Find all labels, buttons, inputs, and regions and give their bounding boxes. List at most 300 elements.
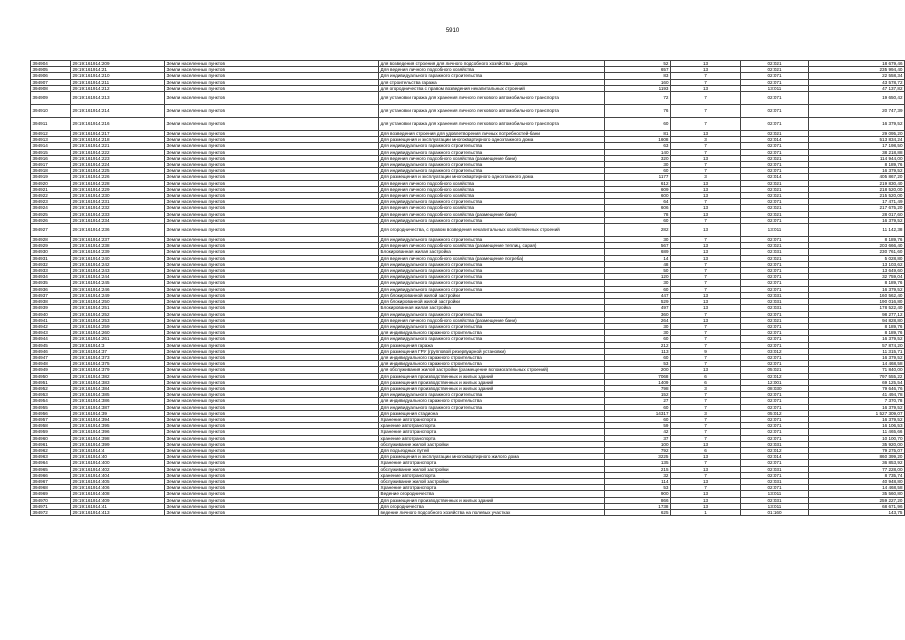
cell-value: 797 555,22 — [809, 373, 905, 379]
cell-area: 160 — [605, 79, 671, 85]
cell-category: Земли населенных пунктов — [165, 224, 379, 237]
cell-permitted-use: Для ведения личного подсобного хозяйства — [379, 193, 605, 199]
cell-area: 3225 — [605, 454, 671, 460]
cell-area: 50 — [605, 268, 671, 274]
cell-group: 7 — [671, 105, 741, 118]
cell-category: Земли населенных пунктов — [165, 466, 379, 472]
cell-permitted-use: для установки гаража для хранения личного легкового автомобильного транспорта — [379, 118, 605, 131]
cell-code: 08:030 — [741, 385, 809, 391]
cell-code: 02:071 — [741, 261, 809, 267]
cell-value: 40 948,80 — [809, 478, 905, 484]
cell-id: 394912 — [31, 131, 71, 137]
cell-id: 394905 — [31, 67, 71, 73]
cell-area: 60 — [605, 404, 671, 410]
cell-cadastral-number: 29:19:161914:249 — [71, 292, 165, 298]
cell-category: Земли населенных пунктов — [165, 292, 379, 298]
cell-code: 02:021 — [741, 155, 809, 161]
cell-cadastral-number: 29:19:161914:233 — [71, 211, 165, 217]
cell-group: 13 — [671, 155, 741, 161]
cell-group: 13 — [671, 61, 741, 67]
cell-area: 27 — [605, 398, 671, 404]
cell-code: 02:021 — [741, 131, 809, 137]
cell-group: 13 — [671, 292, 741, 298]
cell-id: 394942 — [31, 323, 71, 329]
cell-cadastral-number: 29:19:161914:214 — [71, 105, 165, 118]
cell-cadastral-number: 29:19:161914:240 — [71, 255, 165, 261]
cell-code: 02:031 — [741, 478, 809, 484]
cell-value: 14 468,58 — [809, 485, 905, 491]
cell-id: 394909 — [31, 92, 71, 105]
cell-value: 77 228,00 — [809, 466, 905, 472]
cell-area: 60 — [605, 118, 671, 131]
cell-cadastral-number: 29:19:161914:399 — [71, 441, 165, 447]
cell-permitted-use: Для индивидуального гаражного строительства — [379, 311, 605, 317]
cell-group: 7 — [671, 92, 741, 105]
cell-group: 6 — [671, 379, 741, 385]
cell-area: 606 — [605, 205, 671, 211]
cell-group: 13 — [671, 441, 741, 447]
cell-permitted-use: Для индивидуального гаражного строительства — [379, 73, 605, 79]
cell-area: 53 — [605, 361, 671, 367]
cell-category: Земли населенных пунктов — [165, 274, 379, 280]
cell-category: Земли населенных пунктов — [165, 268, 379, 274]
cell-category: Земли населенных пунктов — [165, 92, 379, 105]
cell-value: 16 379,52 — [809, 118, 905, 131]
cell-area: 60 — [605, 168, 671, 174]
cell-value: 8 189,76 — [809, 330, 905, 336]
cell-value: 17 198,50 — [809, 143, 905, 149]
cell-area: 14 — [605, 255, 671, 261]
cell-code: 02:071 — [741, 92, 809, 105]
cell-area: 60 — [605, 286, 671, 292]
cell-value: 18 679,46 — [809, 61, 905, 67]
cell-group: 3 — [671, 137, 741, 143]
cell-value: 79 275,07 — [809, 447, 905, 453]
cell-category: Земли населенных пунктов — [165, 379, 379, 385]
cell-group: 3 — [671, 174, 741, 180]
cell-permitted-use: для установки гаража для хранения личного легкового автомобильного транспорта — [379, 92, 605, 105]
cell-code: 02:071 — [741, 423, 809, 429]
cell-value: 11 142,38 — [809, 224, 905, 237]
cell-id: 394918 — [31, 168, 71, 174]
cell-code: 02:071 — [741, 330, 809, 336]
cell-code: 02:012 — [741, 447, 809, 453]
cell-permitted-use: Для ведения личного подсобного хозяйства — [379, 67, 605, 73]
cell-cadastral-number: 29:19:161914:400 — [71, 460, 165, 466]
cell-code: 02:021 — [741, 193, 809, 199]
cell-id: 394906 — [31, 73, 71, 79]
cell-cadastral-number: 29:19:161914:216 — [71, 118, 165, 131]
cell-code: 02:071 — [741, 472, 809, 478]
cell-area: 152 — [605, 392, 671, 398]
cell-permitted-use: Для индивидуального гаражного строительства — [379, 286, 605, 292]
cell-area: 32 — [605, 472, 671, 478]
cell-group: 13 — [671, 503, 741, 509]
cell-value: 19 650,42 — [809, 92, 905, 105]
cell-cadastral-number: 29:19:161914:222 — [71, 149, 165, 155]
cell-code: 02:071 — [741, 460, 809, 466]
cell-area: 900 — [605, 491, 671, 497]
cell-category: Земли населенных пунктов — [165, 373, 379, 379]
cell-category: Земли населенных пунктов — [165, 503, 379, 509]
cell-value: 13 649,60 — [809, 268, 905, 274]
cell-group: 7 — [671, 354, 741, 360]
cell-category: Земли населенных пунктов — [165, 79, 379, 85]
cell-cadastral-number: 29:19:161914:226 — [71, 174, 165, 180]
cell-id: 394958 — [31, 423, 71, 429]
table-row — [31, 92, 905, 105]
cell-id: 394933 — [31, 268, 71, 274]
cell-group: 13 — [671, 367, 741, 373]
cell-group: 13 — [671, 466, 741, 472]
cell-value: 41 494,78 — [809, 392, 905, 398]
cell-cadastral-number: 29:19:161914:384 — [71, 385, 165, 391]
cell-code: 02:071 — [741, 286, 809, 292]
cell-permitted-use: Для ведения личного подсобного хозяйства — [379, 180, 605, 186]
cell-area: 30 — [605, 330, 671, 336]
cell-cadastral-number: 29:19:161914:218 — [71, 137, 165, 143]
cell-group: 7 — [671, 274, 741, 280]
cell-category: Земли населенных пунктов — [165, 217, 379, 223]
cell-value: 35 920,00 — [809, 441, 905, 447]
cell-cadastral-number: 29:19:161914:246 — [71, 286, 165, 292]
cell-value: 94 828,80 — [809, 317, 905, 323]
cell-value: 38 218,88 — [809, 149, 905, 155]
cell-category: Земли населенных пунктов — [165, 286, 379, 292]
cell-permitted-use: Для размещения производственных и жилых зданий — [379, 385, 605, 391]
cell-area: 600 — [605, 193, 671, 199]
cell-id: 394908 — [31, 85, 71, 91]
cell-value: 16 379,52 — [809, 354, 905, 360]
cell-permitted-use: Для ведения личного подсобного хозяйства (размещение бани) — [379, 155, 605, 161]
cell-code: 03:012 — [741, 348, 809, 354]
table-row — [31, 118, 905, 131]
cell-permitted-use: Блокированная жилая застройка — [379, 305, 605, 311]
cell-id: 394915 — [31, 149, 71, 155]
cell-cadastral-number: 29:19:161914:413 — [71, 510, 165, 516]
cell-category: Земли населенных пунктов — [165, 143, 379, 149]
cell-id: 394955 — [31, 404, 71, 410]
cell-area: 497 — [605, 305, 671, 311]
cell-group: 7 — [671, 460, 741, 466]
cell-id: 394962 — [31, 447, 71, 453]
cell-group: 7 — [671, 472, 741, 478]
cell-cadastral-number: 29:19:161914:385 — [71, 392, 165, 398]
cell-id: 394913 — [31, 137, 71, 143]
cell-cadastral-number: 29:19:161914:232 — [71, 205, 165, 211]
cell-permitted-use: Для блокированной жилой застройки — [379, 292, 605, 298]
cell-permitted-use: Для индивидуального гаражного строительства — [379, 168, 605, 174]
cell-cadastral-number: 29:19:161914:210 — [71, 73, 165, 79]
cell-value: 98 277,12 — [809, 311, 905, 317]
cell-permitted-use: Для ведения личного подсобного хозяйства — [379, 205, 605, 211]
cell-permitted-use: Для индивидуального гаражного строительства — [379, 323, 605, 329]
cell-value: 5 028,80 — [809, 255, 905, 261]
cell-permitted-use: Для размещения производственных и жилых зданий — [379, 379, 605, 385]
cell-group: 13 — [671, 243, 741, 249]
cell-cadastral-number: 29:19:161914:405 — [71, 478, 165, 484]
cell-value: 230 761,60 — [809, 249, 905, 255]
cell-id: 394951 — [31, 379, 71, 385]
cell-code: 02:071 — [741, 105, 809, 118]
cell-code: 02:014 — [741, 174, 809, 180]
cell-id: 394925 — [31, 211, 71, 217]
cell-code: 05:012 — [741, 410, 809, 416]
cell-permitted-use: для индивидуального гаражного строительства — [379, 330, 605, 336]
cell-area: 798 — [605, 385, 671, 391]
cell-id: 394940 — [31, 311, 71, 317]
cell-permitted-use: Для индивидуального гаражного строительства — [379, 404, 605, 410]
cell-area: 625 — [605, 510, 671, 516]
cell-category: Земли населенных пунктов — [165, 491, 379, 497]
cell-cadastral-number: 29:19:161914:39 — [71, 410, 165, 416]
cell-area: 30 — [605, 237, 671, 243]
cell-id: 394965 — [31, 466, 71, 472]
cell-area: 72 — [605, 92, 671, 105]
cell-group: 13 — [671, 478, 741, 484]
cell-group: 7 — [671, 149, 741, 155]
cell-permitted-use: для индивидуального гаражного строительства — [379, 354, 605, 360]
cell-permitted-use: Для подъездных путей — [379, 447, 605, 453]
cell-category: Земли населенных пунктов — [165, 472, 379, 478]
cell-cadastral-number: 29:19:161914:398 — [71, 435, 165, 441]
cell-category: Земли населенных пунктов — [165, 162, 379, 168]
cell-permitted-use: Для индивидуального гаражного строительства — [379, 217, 605, 223]
cell-value: 71 840,00 — [809, 367, 905, 373]
cell-permitted-use: Для индивидуального гаражного строительства — [379, 336, 605, 342]
cell-id: 394937 — [31, 292, 71, 298]
cell-id: 394941 — [31, 317, 71, 323]
cell-id: 394927 — [31, 224, 71, 237]
cell-cadastral-number: 29:19:161914:4 — [71, 447, 165, 453]
cell-category: Земли населенных пунктов — [165, 174, 379, 180]
cell-value: 219 830,40 — [809, 180, 905, 186]
cell-id: 394910 — [31, 105, 71, 118]
cell-value: 160 562,40 — [809, 292, 905, 298]
cell-id: 394924 — [31, 205, 71, 211]
cell-permitted-use: Для размещения ГРУ (групповой резервуарной установки) — [379, 348, 605, 354]
cell-code: 02:071 — [741, 404, 809, 410]
cell-group: 13 — [671, 211, 741, 217]
cell-group: 7 — [671, 429, 741, 435]
cell-group: 7 — [671, 423, 741, 429]
cell-area: 689 — [605, 249, 671, 255]
cell-code: 02:021 — [741, 180, 809, 186]
cell-code: 02:071 — [741, 342, 809, 348]
cell-permitted-use: Блокированная жилая застройка — [379, 249, 605, 255]
cell-value: 11 465,66 — [809, 429, 905, 435]
cell-group: 7 — [671, 143, 741, 149]
cell-permitted-use: для индивидуального гаражного строительства — [379, 398, 605, 404]
cell-area: 114 — [605, 478, 671, 484]
cell-group: 6 — [671, 373, 741, 379]
cell-group: 13 — [671, 180, 741, 186]
cell-group: 13 — [671, 305, 741, 311]
cell-code: 02:021 — [741, 211, 809, 217]
cell-area: 78 — [605, 211, 671, 217]
cell-category: Земли населенных пунктов — [165, 392, 379, 398]
cell-id: 394928 — [31, 237, 71, 243]
cell-id: 394966 — [31, 472, 71, 478]
cell-group: 7 — [671, 342, 741, 348]
cell-group: 7 — [671, 280, 741, 286]
cell-area: 63 — [605, 143, 671, 149]
cell-group: 7 — [671, 361, 741, 367]
cell-group: 7 — [671, 199, 741, 205]
cell-id: 394972 — [31, 510, 71, 516]
cell-cadastral-number: 29:19:161914:231 — [71, 199, 165, 205]
cell-area: 1409 — [605, 379, 671, 385]
cell-code: 02:021 — [741, 186, 809, 192]
cell-area: 609 — [605, 186, 671, 192]
cell-category: Земли населенных пунктов — [165, 261, 379, 267]
cell-value: 143,75 — [809, 510, 905, 516]
cell-code: 02:031 — [741, 299, 809, 305]
cell-value: 10 100,70 — [809, 435, 905, 441]
cell-permitted-use: Для индивидуального гаражного строительства — [379, 274, 605, 280]
cell-permitted-use: Для размещения и эксплуатации многоквартирного жилого дома — [379, 454, 605, 460]
cell-value: 16 379,52 — [809, 286, 905, 292]
cell-code: 02:071 — [741, 429, 809, 435]
cell-permitted-use: Для индивидуального гаражного строительства — [379, 162, 605, 168]
cell-value: 114 944,00 — [809, 155, 905, 161]
cell-permitted-use: Для ведения личного подсобного хозяйства (размещение бани) — [379, 211, 605, 217]
cell-area: 612 — [605, 180, 671, 186]
cell-id: 394945 — [31, 342, 71, 348]
cell-id: 394947 — [31, 354, 71, 360]
cell-cadastral-number: 29:19:161914:383 — [71, 379, 165, 385]
cell-group: 13 — [671, 85, 741, 91]
cell-cadastral-number: 29:19:161914:41 — [71, 503, 165, 509]
cell-cadastral-number: 29:19:161914:252 — [71, 311, 165, 317]
cell-group: 7 — [671, 118, 741, 131]
cell-group: 13 — [671, 299, 741, 305]
cell-area: 42 — [605, 429, 671, 435]
cell-value: 29 095,20 — [809, 131, 905, 137]
cell-area: 60 — [605, 416, 671, 422]
cell-code: 01:160 — [741, 510, 809, 516]
cell-category: Земли населенных пунктов — [165, 61, 379, 67]
cell-code: 02:021 — [741, 317, 809, 323]
cell-code: 02:014 — [741, 137, 809, 143]
cell-permitted-use: Для ведения личного подсобного хозяйства (размещение теплиц, сарая) — [379, 243, 605, 249]
cell-area: 567 — [605, 243, 671, 249]
cell-cadastral-number: 29:19:161914:230 — [71, 193, 165, 199]
cell-cadastral-number: 29:19:161914:3 — [71, 342, 165, 348]
cell-code: 02:071 — [741, 162, 809, 168]
cell-group: 13 — [671, 131, 741, 137]
cell-category: Земли населенных пунктов — [165, 429, 379, 435]
cell-code: 02:071 — [741, 168, 809, 174]
cell-code: 02:071 — [741, 354, 809, 360]
cell-group: 7 — [671, 237, 741, 243]
cell-value: 8 735,74 — [809, 472, 905, 478]
cell-value: 8 189,76 — [809, 162, 905, 168]
cell-permitted-use: Для размещения гаража — [379, 342, 605, 348]
cell-cadastral-number: 29:19:161914:243 — [71, 268, 165, 274]
cell-id: 394904 — [31, 61, 71, 67]
cell-cadastral-number: 29:19:161914:234 — [71, 217, 165, 223]
cell-value: 8 189,76 — [809, 323, 905, 329]
cell-area: 60 — [605, 217, 671, 223]
cell-cadastral-number: 29:19:161914:251 — [71, 305, 165, 311]
cell-id: 394971 — [31, 503, 71, 509]
cell-value: 11 315,71 — [809, 348, 905, 354]
cell-id: 394957 — [31, 416, 71, 422]
cell-code: 02:021 — [741, 205, 809, 211]
cell-permitted-use: обслуживание жилой застройки — [379, 441, 605, 447]
cell-category: Земли населенных пунктов — [165, 435, 379, 441]
cell-cadastral-number: 29:19:161914:409 — [71, 497, 165, 503]
cell-permitted-use: хранение автотранспорта — [379, 435, 605, 441]
cell-id: 394946 — [31, 348, 71, 354]
cell-cadastral-number: 29:19:161914:386 — [71, 398, 165, 404]
cell-value: 860 399,20 — [809, 454, 905, 460]
cell-category: Земли населенных пунктов — [165, 249, 379, 255]
cell-permitted-use: Хранение автотранспорта — [379, 416, 605, 422]
cell-permitted-use: Для индивидуального гаражного строительства — [379, 143, 605, 149]
cell-category: Земли населенных пунктов — [165, 155, 379, 161]
table-row — [31, 224, 905, 237]
cell-area: 447 — [605, 292, 671, 298]
cell-code: 02:071 — [741, 118, 809, 131]
cell-value: 203 666,40 — [809, 243, 905, 249]
cell-cadastral-number: 29:19:161914:373 — [71, 354, 165, 360]
cell-code: 02:071 — [741, 485, 809, 491]
cell-category: Земли населенных пунктов — [165, 131, 379, 137]
cell-area: 83 — [605, 73, 671, 79]
cell-group: 7 — [671, 485, 741, 491]
cell-category: Земли населенных пунктов — [165, 280, 379, 286]
cell-area: 60 — [605, 336, 671, 342]
cell-value: 17 471,49 — [809, 199, 905, 205]
cell-group: 6 — [671, 447, 741, 453]
cell-cadastral-number: 29:19:161914:228 — [71, 180, 165, 186]
cell-area: 1177 — [605, 174, 671, 180]
cell-permitted-use: обслуживание жилой застройки — [379, 478, 605, 484]
cell-category: Земли населенных пунктов — [165, 416, 379, 422]
cell-code: 02:071 — [741, 392, 809, 398]
cell-id: 394923 — [31, 199, 71, 205]
cell-group: 9 — [671, 348, 741, 354]
cell-code: 02:021 — [741, 255, 809, 261]
cell-id: 394920 — [31, 180, 71, 186]
cell-value: 215 520,00 — [809, 193, 905, 199]
cell-code: 02:071 — [741, 217, 809, 223]
cell-group: 1 — [671, 510, 741, 516]
cell-cadastral-number: 29:19:161914:404 — [71, 472, 165, 478]
cell-area: 113 — [605, 348, 671, 354]
cell-area: 30 — [605, 162, 671, 168]
cell-id: 394935 — [31, 280, 71, 286]
cell-permitted-use: для установки гаража для хранения личного легкового автомобильного транспорта — [379, 105, 605, 118]
cell-area: 14317 — [605, 410, 671, 416]
cell-value: 178 522,40 — [809, 305, 905, 311]
cell-code: 02:021 — [741, 61, 809, 67]
cell-id: 394959 — [31, 429, 71, 435]
cell-area: 529 — [605, 299, 671, 305]
cell-group: 7 — [671, 268, 741, 274]
cell-code: 02:031 — [741, 305, 809, 311]
cell-permitted-use: Для индивидуального гаражного строительства — [379, 237, 605, 243]
cell-value: 14 468,58 — [809, 361, 905, 367]
cell-cadastral-number: 29:19:161914:408 — [71, 491, 165, 497]
cell-value: 68 671,96 — [809, 503, 905, 509]
cell-category: Земли населенных пунктов — [165, 237, 379, 243]
cell-id: 394929 — [31, 243, 71, 249]
cell-category: Земли населенных пунктов — [165, 478, 379, 484]
cell-value: 16 379,52 — [809, 168, 905, 174]
